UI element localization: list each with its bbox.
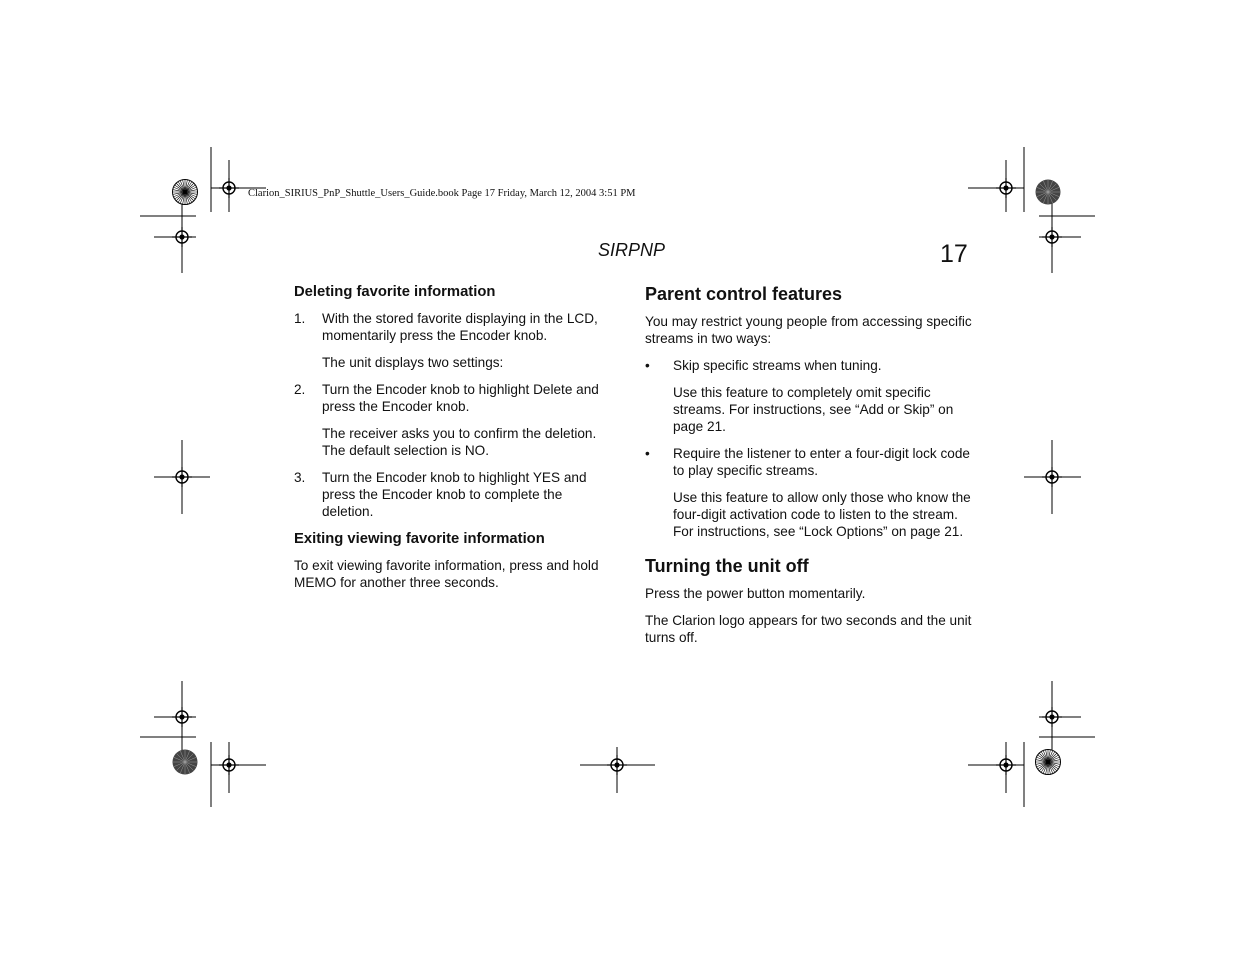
page-number: 17 bbox=[940, 240, 968, 268]
step-note: The unit displays two settings: bbox=[322, 355, 504, 370]
step-text: Turn the Encoder knob to highlight Delete and press the Encoder knob. bbox=[322, 382, 599, 414]
exiting-body: To exit viewing favorite information, press and hold MEMO for another three seconds. bbox=[294, 558, 599, 590]
bullet-1 bbox=[645, 357, 975, 374]
bullet-2 bbox=[645, 445, 975, 479]
exiting-heading: Exiting viewing favorite information bbox=[294, 531, 545, 547]
running-title: SIRPNP bbox=[598, 240, 666, 260]
bullet-note: Use this feature to completely omit specific streams. For instructions, see “Add or Skip” on page 21. bbox=[673, 385, 954, 434]
step-number: 2. bbox=[294, 382, 306, 397]
step-text: Turn the Encoder knob to highlight YES and press the Encoder knob to complete the deletion. bbox=[322, 470, 587, 519]
deleting-heading: Deleting favorite information bbox=[294, 284, 496, 300]
parent-control-heading: Parent control features bbox=[645, 284, 843, 304]
bullet-icon: • bbox=[645, 358, 650, 373]
parent-control-intro: You may restrict young people from accessing specific streams in two ways: bbox=[645, 314, 972, 346]
bullet-note: Use this feature to allow only those who know the four-digit activation code to listen to the stream. For instructions, see “Lock Options” on page 21. bbox=[673, 490, 971, 539]
step-1 bbox=[294, 310, 616, 344]
step-number: 1. bbox=[294, 311, 306, 326]
turning-off-paragraph: The Clarion logo appears for two seconds and the unit turns off. bbox=[645, 613, 972, 645]
left-column bbox=[294, 283, 616, 601]
turning-off-heading: Turning the unit off bbox=[645, 556, 809, 576]
step-2 bbox=[294, 381, 616, 415]
bullet-text: Require the listener to enter a four-digit lock code to play specific streams. bbox=[673, 446, 970, 478]
turning-off-paragraph: Press the power button momentarily. bbox=[645, 586, 866, 601]
step-number: 3. bbox=[294, 470, 306, 485]
step-text: With the stored favorite displaying in the LCD, momentarily press the Encoder knob. bbox=[322, 311, 598, 343]
step-3 bbox=[294, 469, 616, 520]
bullet-text: Skip specific streams when tuning. bbox=[673, 358, 882, 373]
slug-line: Clarion_SIRIUS_PnP_Shuttle_Users_Guide.book Page 17 Friday, March 12, 2004 3:51 PM bbox=[248, 188, 636, 199]
right-column bbox=[645, 283, 975, 656]
bullet-icon: • bbox=[645, 446, 650, 461]
step-note: The receiver asks you to confirm the deletion. The default selection is NO. bbox=[322, 426, 597, 458]
